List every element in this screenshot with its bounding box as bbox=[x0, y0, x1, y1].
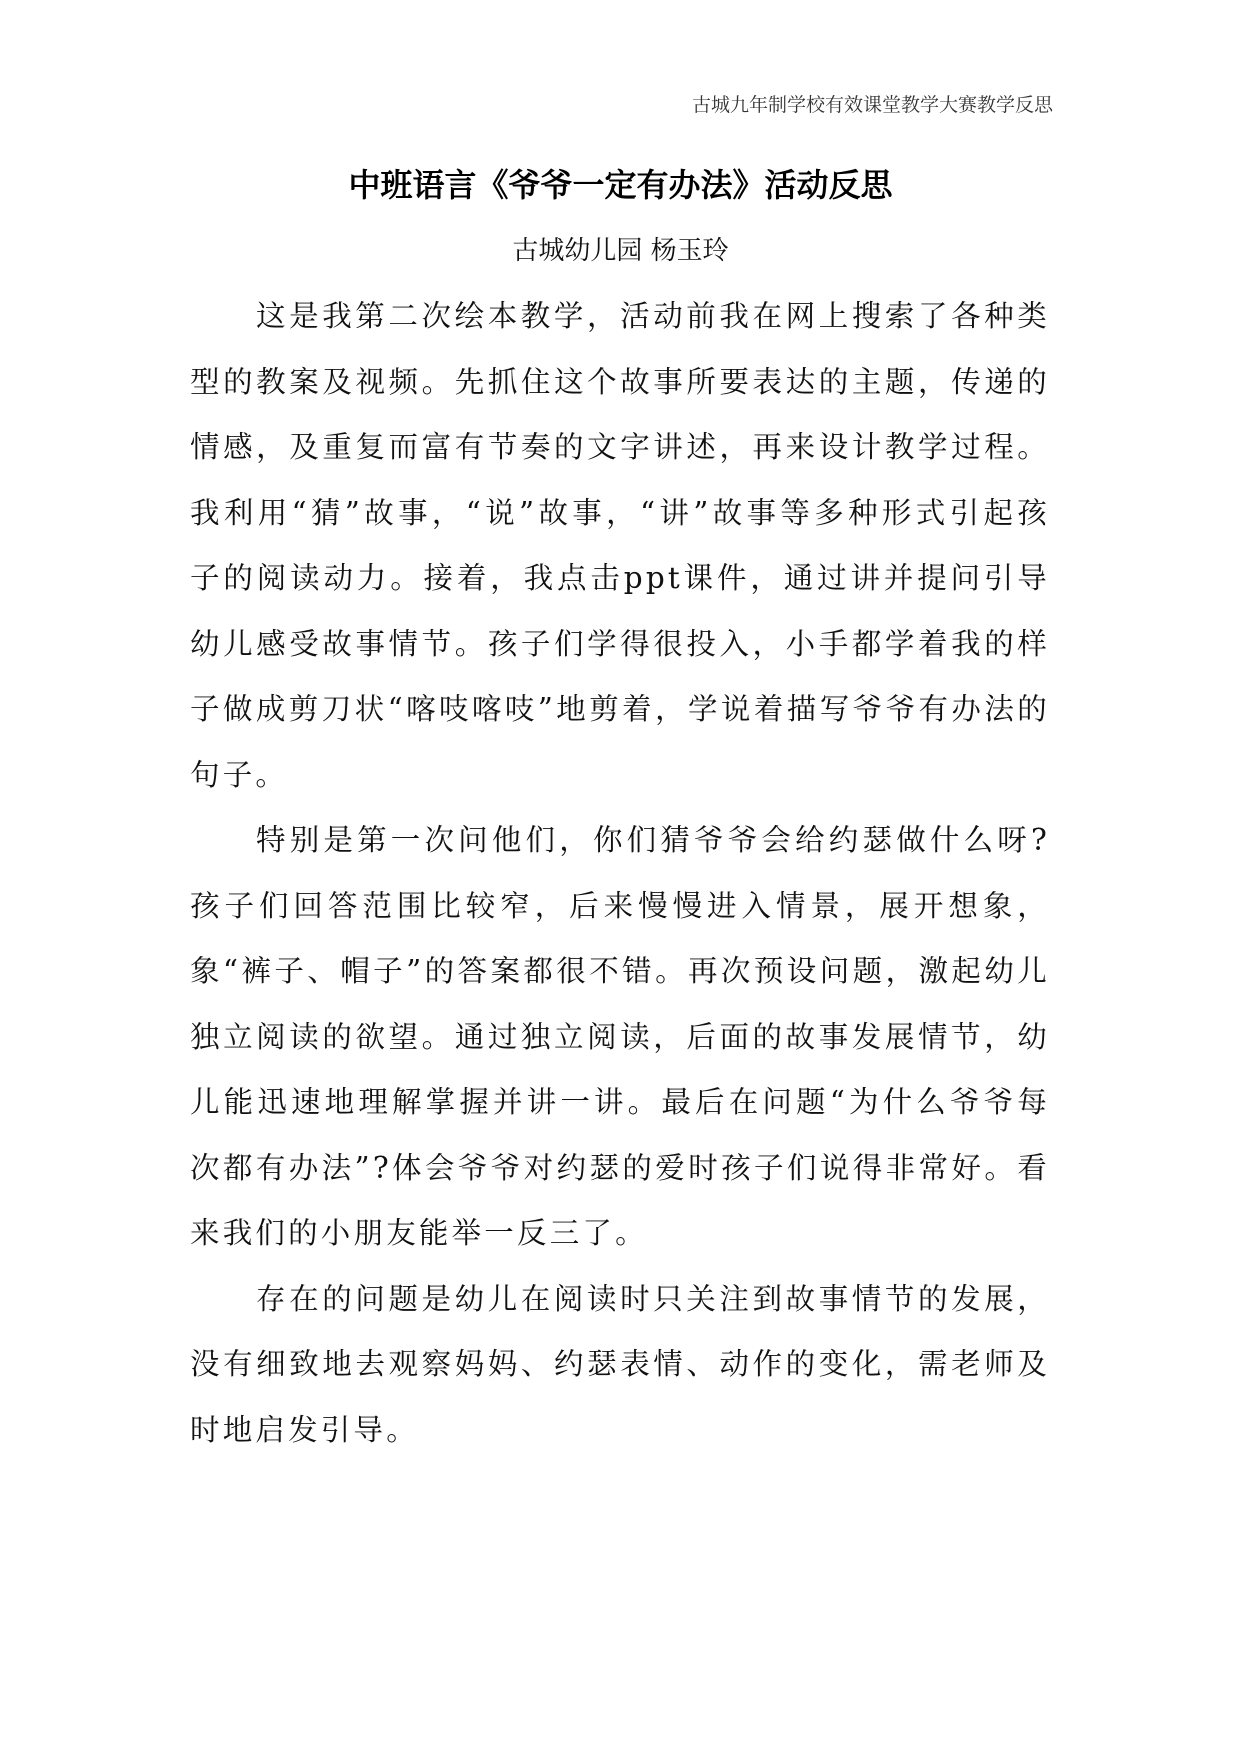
body-paragraph: 存在的问题是幼儿在阅读时只关注到故事情节的发展，没有细致地去观察妈妈、约瑟表情、动作的变化，需老师及时地启发引导。 bbox=[190, 1281, 1050, 1447]
document-title: 中班语言《爷爷一定有办法》活动反思 bbox=[348, 166, 893, 204]
body-paragraph: 特别是第一次问他们，你们猜爷爷会给约瑟做什么呀?孩子们回答范围比较窄，后来慢慢进入情景，展开想象，象“裤子、帽子”的答案都很不错。再次预设问题，激起幼儿独立阅读的欲望。通过独立阅读，后面的故事发展情节，幼儿能迅速地理解掌握并讲一讲。最后在问题“为什么爷爷每次都有办法”?体会爷爷对约瑟的爱时孩子们说得非常好。看来我们的小朋友能举一反三了。 bbox=[190, 823, 1050, 1250]
document-author: 古城幼儿园 杨玉玲 bbox=[512, 236, 729, 266]
header-divider bbox=[188, 124, 1053, 125]
body-paragraph: 这是我第二次绘本教学，活动前我在网上搜索了各种类型的教案及视频。先抓住这个故事所要表达的主题，传递的情感，及重复而富有节奏的文字讲述，再来设计教学过程。我利用“猜”故事，“说”故事，“讲”故事等多种形式引起孩子的阅读动力。接着，我点击ppt课件，通过讲并提问引导幼儿感受故事情节。孩子们学得很投入，小手都学着我的样子做成剪刀状“喀吱喀吱”地剪着，学说着描写爷爷有办法的句子。 bbox=[190, 299, 1050, 792]
page-header: 古城九年制学校有效课堂教学大赛教学反思 bbox=[691, 94, 1053, 116]
document-body bbox=[190, 284, 1050, 1463]
